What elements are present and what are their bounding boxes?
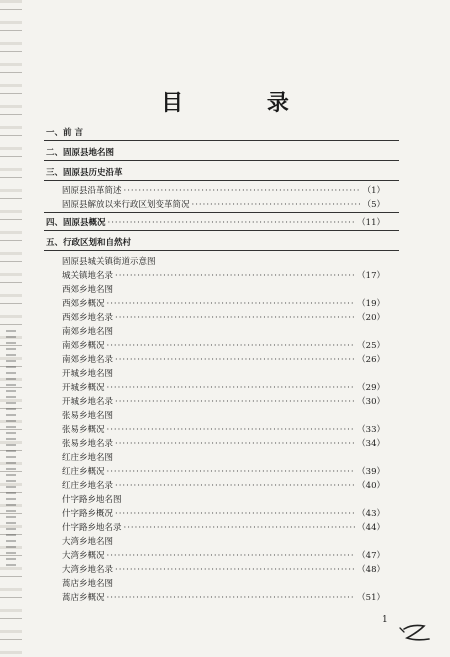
toc-entry: 什字路乡概况 ····· （43） [62, 507, 385, 518]
toc-entry: 张易乡概况 ····· （33） [62, 423, 385, 434]
toc-entry: 开城乡概况 ····· （29） [62, 381, 385, 392]
page-number: 1 [382, 615, 388, 625]
toc-map-title: 什字路乡地名图 [62, 495, 122, 505]
divider [44, 230, 399, 231]
toc-entry: 固原县解放以来行政区划变革简况 ····· （5） [62, 198, 385, 209]
toc-map-title: 红庄乡地名图 [62, 453, 114, 463]
binding-holes [6, 330, 16, 570]
toc-map-title: 南郊乡地名图 [62, 327, 114, 337]
divider [44, 212, 399, 213]
toc-map-title: 张易乡地名图 [62, 411, 114, 421]
divider [44, 160, 399, 161]
toc-map-title: 开城乡地名图 [62, 369, 114, 379]
toc-map-title: 蒿店乡地名图 [62, 579, 114, 589]
toc-entry: 西郊乡地名录 ····· （20） [62, 311, 385, 322]
toc-entry: 蒿店乡概况 ····· （51） [62, 591, 385, 602]
divider [44, 140, 399, 141]
section-map: 二、固原县地名图 [46, 148, 115, 158]
divider [44, 180, 399, 181]
toc-entry: 红庄乡地名录 ····· （40） [62, 479, 385, 490]
handwritten-mark [398, 622, 432, 644]
toc-map-title: 西郊乡地名图 [62, 285, 114, 295]
toc-entry: 红庄乡概况 ····· （39） [62, 465, 385, 476]
page-title: 目 录 [161, 90, 327, 116]
toc-entry: 城关镇地名录 ····· （17） [62, 269, 385, 280]
toc-entry: 张易乡地名录 ····· （34） [62, 437, 385, 448]
toc-map-title: 固原县城关镇街道示意图 [62, 257, 156, 267]
toc-entry: 固原县沿革简述 ····· （1） [62, 184, 385, 195]
section-history: 三、固原县历史沿革 [46, 168, 123, 178]
toc-map-title: 大湾乡地名图 [62, 537, 114, 547]
toc-entry: 大湾乡地名录 ····· （48） [62, 563, 385, 574]
toc-entry: 开城乡地名录 ····· （30） [62, 395, 385, 406]
toc-entry: 南郊乡概况 ····· （25） [62, 339, 385, 350]
toc-entry: 大湾乡概况 ····· （47） [62, 549, 385, 560]
toc-entry: 南郊乡地名录 ····· （26） [62, 353, 385, 364]
section-preface: 一、前 言 [46, 128, 83, 138]
divider [44, 250, 399, 251]
toc-entry: 西郊乡概况 ····· （19） [62, 297, 385, 308]
section-overview: 四、固原县概况 ····· （11） [46, 216, 385, 227]
section-divisions: 五、行政区划和自然村 [46, 238, 132, 248]
toc-entry: 什字路乡地名录 ····· （44） [62, 521, 385, 532]
